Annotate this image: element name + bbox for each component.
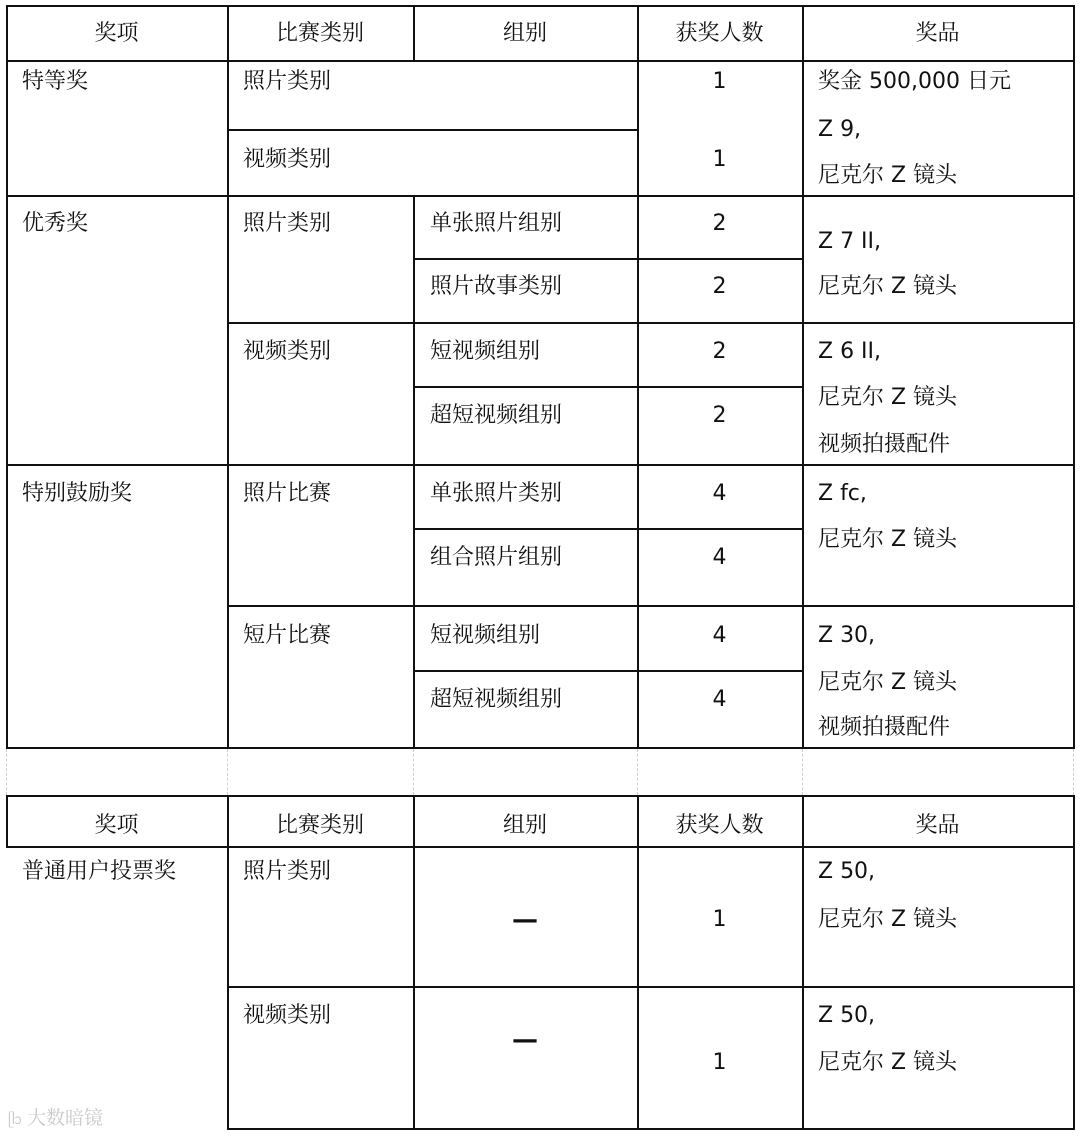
category: 照片类别 [243,859,332,884]
prize-line: 尼克尔 Z 镜头 [818,163,958,188]
winner-count: 2 [712,339,727,364]
group: 超短视频组别 [430,403,563,428]
group: 单张照片类别 [430,481,563,506]
award-public-vote: 普通用户投票奖 [22,859,177,884]
header-award: 奖项 [94,21,139,46]
group: 单张照片组别 [430,211,563,236]
prize-line: Z 9, [818,117,862,142]
header-award: 奖项 [94,813,139,838]
group: 超短视频组别 [430,687,563,712]
header-prize: 奖品 [915,21,960,46]
watermark-icon: ᥫᩣ [8,1112,21,1128]
prize-line: 尼克尔 Z 镜头 [818,907,958,932]
winner-count: 1 [712,1050,727,1075]
header-prize: 奖品 [915,813,960,838]
winner-count: 4 [712,687,727,712]
winner-count: 4 [712,623,727,648]
category: 视频类别 [243,147,332,172]
group: 组合照片组别 [430,545,563,570]
winner-count: 4 [712,481,727,506]
prize-line: 尼克尔 Z 镜头 [818,527,958,552]
prize-line: 奖金 500,000 日元 [818,69,1011,94]
category: 照片类别 [243,69,332,94]
prize-line: 视频拍摄配件 [818,432,951,457]
header-group: 组别 [502,21,547,46]
group-dash: — [512,1025,538,1055]
category: 视频类别 [243,1003,332,1028]
prize-line: 视频拍摄配件 [818,715,951,740]
prize-line: Z 50, [818,1003,876,1028]
winner-count: 1 [712,907,727,932]
watermark-text: 大数暗镜 [27,1107,104,1129]
award-grand: 特等奖 [22,69,89,94]
winner-count: 1 [712,147,727,172]
prize-line: Z fc, [818,481,867,506]
header-group: 组别 [502,813,547,838]
prize-line: Z 50, [818,859,876,884]
header-count: 获奖人数 [675,813,764,838]
winner-count: 2 [712,403,727,428]
header-category: 比赛类别 [275,21,364,46]
category: 视频类别 [243,339,332,364]
header-category: 比赛类别 [275,813,364,838]
prize-line: 尼克尔 Z 镜头 [818,385,958,410]
group: 短视频组别 [430,623,541,648]
winner-count: 1 [712,69,727,94]
watermark [8,1103,103,1132]
winner-count: 2 [712,274,727,299]
group-dash: — [512,905,538,935]
prize-line: Z 6 II, [818,339,882,364]
prize-line: Z 30, [818,623,876,648]
group: 照片故事类别 [430,274,563,299]
header-count: 获奖人数 [675,21,764,46]
prize-line: 尼克尔 Z 镜头 [818,274,958,299]
category: 照片类别 [243,211,332,236]
award-excellence: 优秀奖 [22,211,89,236]
award-encouragement: 特别鼓励奖 [22,481,133,506]
prize-line: Z 7 II, [818,229,882,254]
winner-count: 4 [712,545,727,570]
group: 短视频组别 [430,339,541,364]
winner-count: 2 [712,211,727,236]
category: 照片比赛 [243,481,332,506]
prize-line: 尼克尔 Z 镜头 [818,670,958,695]
category: 短片比赛 [243,623,332,648]
prize-line: 尼克尔 Z 镜头 [818,1050,958,1075]
